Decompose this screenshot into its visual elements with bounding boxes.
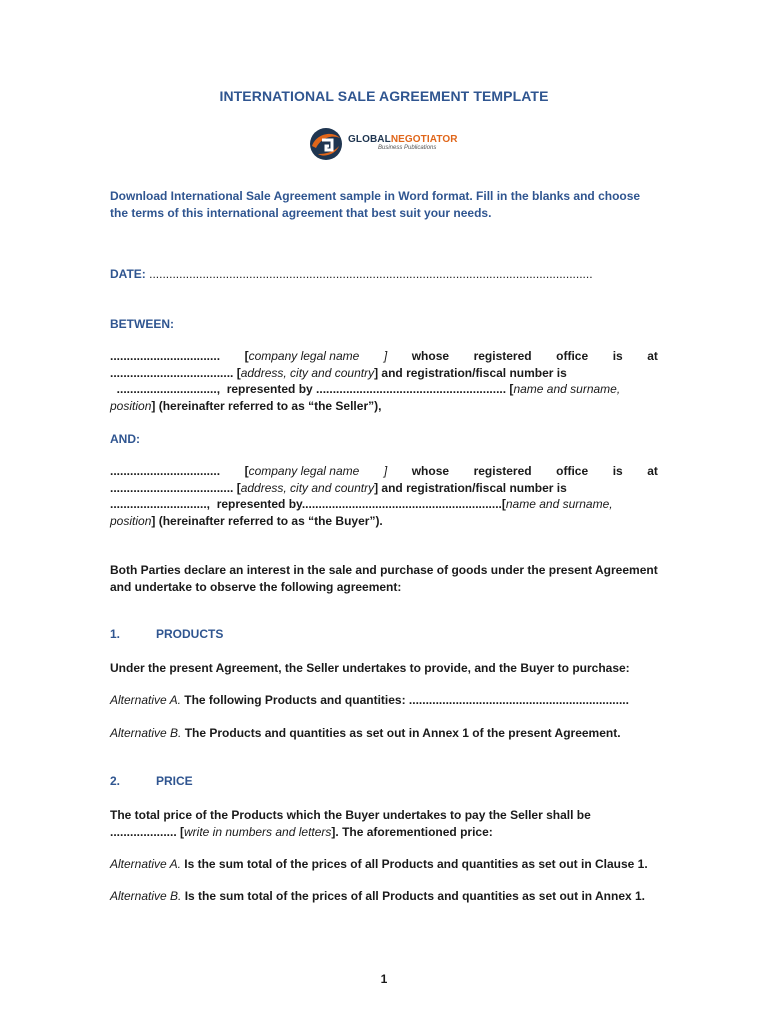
section-heading-products: 1. PRODUCTS xyxy=(110,627,224,641)
blank: ................................. xyxy=(110,349,221,363)
blank: ................................. xyxy=(110,464,221,478)
intro-paragraph: Download International Sale Agreement sample in Word format. Fill in the blanks and choose the terms of this international agreement that best suit your needs. xyxy=(110,189,641,220)
logo-brand xyxy=(348,134,458,145)
declaration-paragraph: Both Parties declare an interest in the sale and purchase of goods under the present Agreement and undertake to observe the following agreement: xyxy=(110,563,658,594)
party-buyer: ................................. [company legal name ] whose registered office is at ..................................... [address, city and country] and registration/fiscal number is ............................., represented by............................................................[name and surname, position] (hereinafter referred to as “the Buyer”). xyxy=(110,464,658,528)
price-alternative-b: Alternative B. Is the sum total of the prices of all Products and quantities as set out in Annex 1. xyxy=(110,889,646,903)
date-blank: ..................................................................................................................................... xyxy=(145,267,593,281)
and-label: AND: xyxy=(110,432,140,446)
section-heading-price: 2. PRICE xyxy=(110,774,193,788)
price-paragraph: The total price of the Products which the Buyer undertakes to pay the Seller shall be .................... [write in numbers and letters]. The aforementioned price: xyxy=(110,808,591,839)
global-negotiator-logo xyxy=(306,124,466,164)
products-alternative-a: Alternative A. The following Products and quantities: .................................................................. xyxy=(110,693,629,707)
page-number: 1 xyxy=(380,972,388,986)
between-label: BETWEEN: xyxy=(110,317,174,331)
logo-brand-global: GLOBAL xyxy=(348,134,391,145)
products-paragraph: Under the present Agreement, the Seller undertakes to provide, and the Buyer to purchase: xyxy=(110,661,630,675)
date-label: DATE: xyxy=(110,267,146,281)
document-title: INTERNATIONAL SALE AGREEMENT TEMPLATE xyxy=(219,88,549,104)
logo-tagline: Business Publications xyxy=(378,145,437,151)
date-line xyxy=(110,266,658,283)
products-alternative-b: Alternative B. The Products and quantities as set out in Annex 1 of the present Agreement. xyxy=(110,726,621,740)
logo-brand-negotiator: NEGOTIATOR xyxy=(390,134,458,145)
globe-logo-icon xyxy=(306,124,346,164)
price-alternative-a: Alternative A. Is the sum total of the prices of all Products and quantities as set out in Clause 1. xyxy=(110,857,648,871)
party-seller: ................................. [company legal name ] whose registered office is at ..................................... [address, city and country] and registration/fiscal number is .............................., represented by ......................................................... [name and surname, position] (hereinafter referred to as “the Seller”), xyxy=(110,349,658,413)
